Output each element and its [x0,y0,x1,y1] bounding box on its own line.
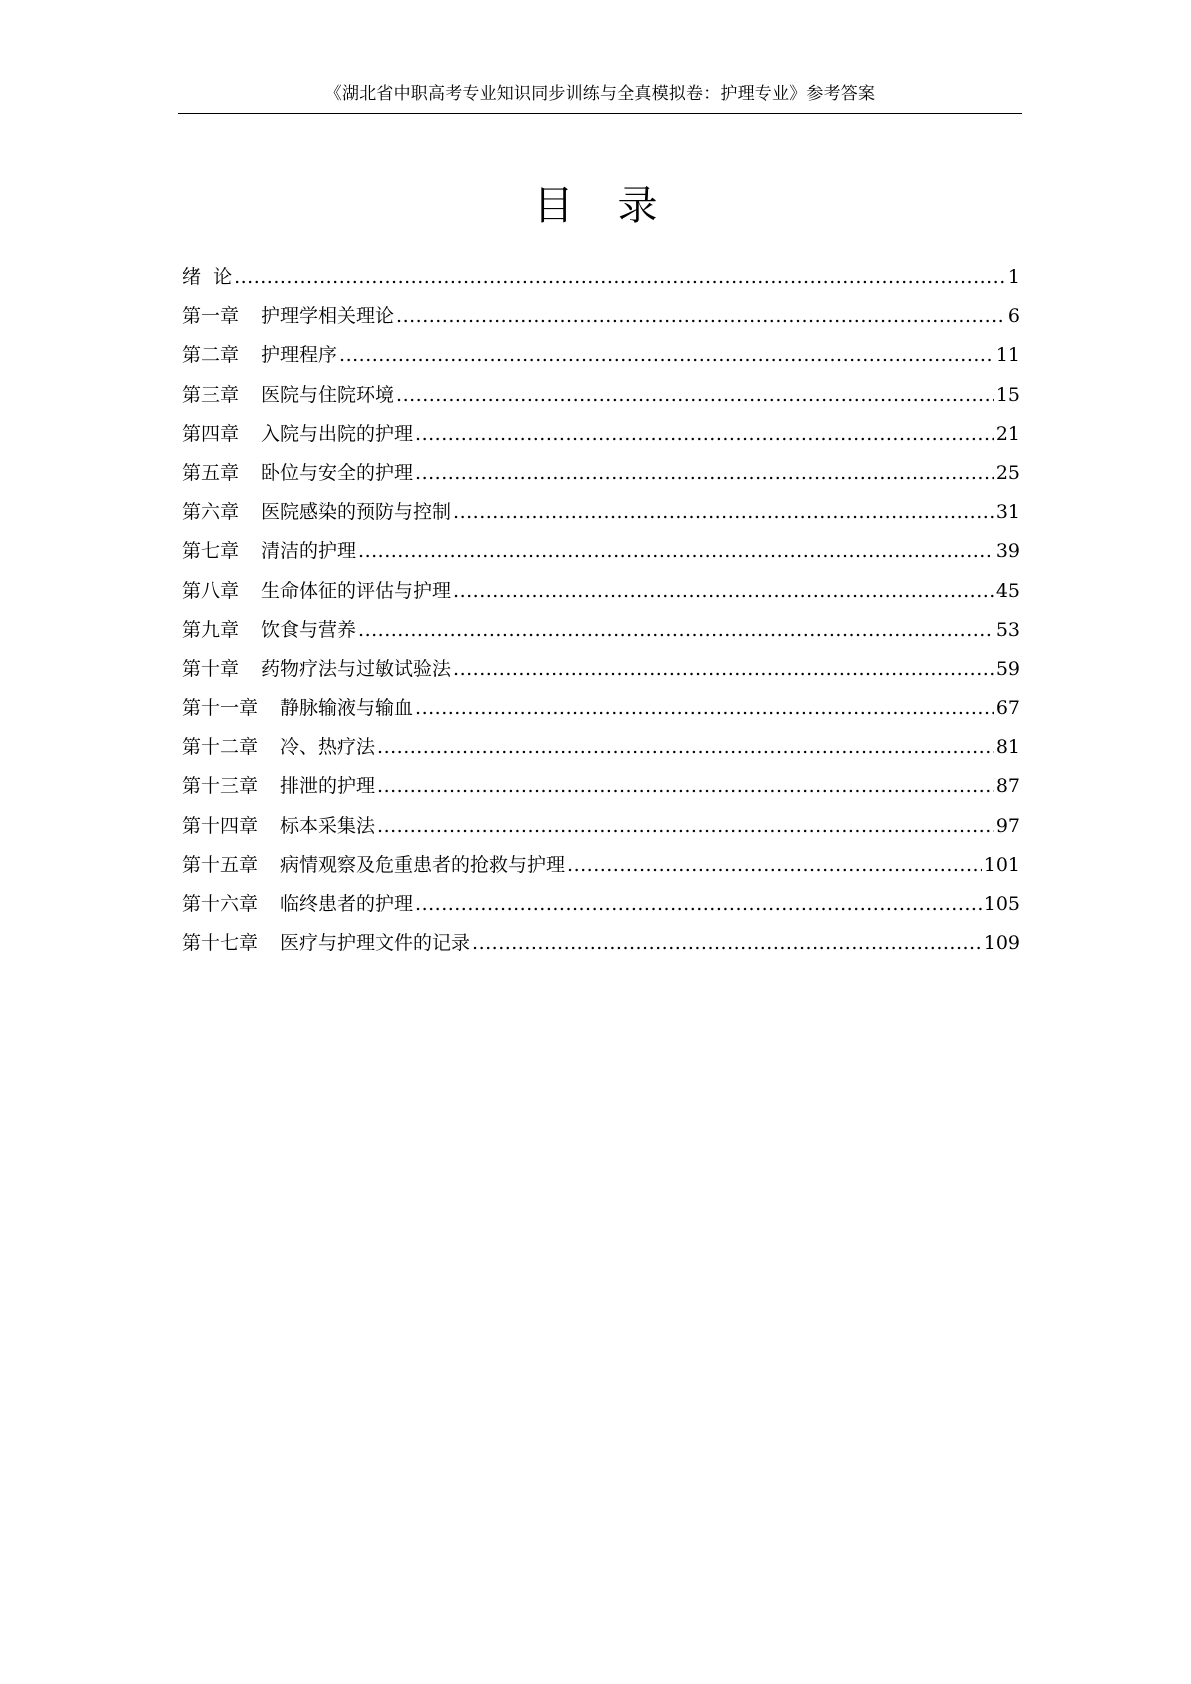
toc-page-number: 6 [1007,305,1020,328]
toc-page-number: 11 [995,344,1020,367]
toc-leader [396,303,1006,329]
toc-entry-intro[interactable] [182,264,1020,303]
toc-leader [377,773,994,799]
toc-chapter: 第七章 [182,540,240,563]
toc-title: 目录 [533,183,702,229]
toc-entry-chapter-17[interactable] [182,930,1020,969]
toc-leader [567,852,982,878]
toc-leader [396,382,994,408]
toc-label: 卧位与安全的护理 [261,461,414,484]
page-header-text: 《湖北省中职高考专业知识同步训练与全真模拟卷：护理专业》参考答案 [324,84,876,104]
toc-leader [453,578,994,604]
toc-label: 医院感染的预防与控制 [261,501,452,524]
toc-label: 病情观察及危重患者的抢救与护理 [280,853,566,876]
toc-label: 静脉输液与输血 [280,697,414,720]
toc-label: 冷、热疗法 [280,736,376,759]
toc-leader [234,264,1006,290]
toc-label: 标本采集法 [280,814,376,837]
toc-entry-chapter-4[interactable] [182,421,1020,460]
toc-chapter: 第八章 [182,579,240,602]
toc-leader [339,342,994,368]
toc-page-number: 21 [995,422,1020,445]
toc-entry-chapter-14[interactable] [182,813,1020,852]
toc-page-number: 81 [995,736,1020,759]
toc-label: 医疗与护理文件的记录 [280,932,471,955]
toc-leader [472,930,982,956]
toc-label: 排泄的护理 [280,775,376,798]
toc-chapter: 第十三章 [182,775,259,798]
toc-label: 饮食与营养 [261,618,357,641]
toc-chapter: 第十四章 [182,814,259,837]
toc-leader [358,538,994,564]
toc-page-number: 101 [983,853,1020,876]
toc-entry-chapter-2[interactable] [182,342,1020,381]
toc-label: 护理程序 [261,344,338,367]
toc-leader [453,499,994,525]
toc-leader [415,695,994,721]
toc-entry-chapter-1[interactable] [182,303,1020,342]
toc-entry-chapter-11[interactable] [182,695,1020,734]
toc-entry-chapter-3[interactable] [182,382,1020,421]
toc-leader [415,891,982,917]
toc-chapter: 第十五章 [182,853,259,876]
toc-page-number: 1 [1007,266,1020,288]
toc-chapter: 第十一章 [182,697,259,720]
toc-entry-chapter-8[interactable] [182,578,1020,617]
toc-entry-chapter-16[interactable] [182,891,1020,930]
toc-page-number: 15 [995,383,1020,406]
toc-page-number: 31 [995,501,1020,524]
toc-chapter: 第六章 [182,501,240,524]
toc-chapter: 第十六章 [182,893,259,915]
page-header [178,82,1022,114]
toc-chapter: 第一章 [182,305,240,328]
toc-leader [358,617,994,643]
toc-leader [377,813,994,839]
toc-chapter: 第九章 [182,618,240,641]
toc-chapter: 第十二章 [182,736,259,759]
toc-label: 医院与住院环境 [261,383,395,406]
toc-leader [415,421,994,447]
toc-chapter: 第二章 [182,344,240,367]
toc-page-number: 87 [995,775,1020,798]
toc-label: 护理学相关理论 [261,305,395,328]
toc-label: 临终患者的护理 [280,893,414,915]
toc-page-number: 105 [983,893,1020,915]
toc-page-number: 59 [995,657,1020,680]
toc-entry-chapter-12[interactable] [182,734,1020,773]
toc-label: 入院与出院的护理 [261,422,414,445]
toc-leader [415,460,994,486]
toc-label: 药物疗法与过敏试验法 [261,657,452,680]
toc-page-number: 67 [995,697,1020,720]
toc-page-number: 97 [995,814,1020,837]
toc-label: 生命体征的评估与护理 [261,579,452,602]
toc-entry-chapter-10[interactable] [182,656,1020,695]
toc-entry-chapter-7[interactable] [182,538,1020,577]
toc-chapter: 第四章 [182,422,240,445]
toc-chapter: 第十章 [182,657,240,680]
toc-list [182,264,1020,969]
toc-chapter: 绪 论 [182,266,233,288]
toc-chapter: 第五章 [182,461,240,484]
toc-page-number: 45 [995,579,1020,602]
toc-label: 清洁的护理 [261,540,357,563]
toc-page-number: 53 [995,618,1020,641]
toc-page-number: 39 [995,540,1020,563]
toc-page-number: 109 [983,932,1020,955]
toc-entry-chapter-15[interactable] [182,852,1020,891]
toc-leader [377,734,994,760]
toc-entry-chapter-13[interactable] [182,773,1020,812]
toc-entry-chapter-9[interactable] [182,617,1020,656]
toc-page-number: 25 [995,461,1020,484]
toc-chapter: 第三章 [182,383,240,406]
toc-leader [453,656,994,682]
toc-entry-chapter-6[interactable] [182,499,1020,538]
toc-chapter: 第十七章 [182,932,259,955]
toc-entry-chapter-5[interactable] [182,460,1020,499]
